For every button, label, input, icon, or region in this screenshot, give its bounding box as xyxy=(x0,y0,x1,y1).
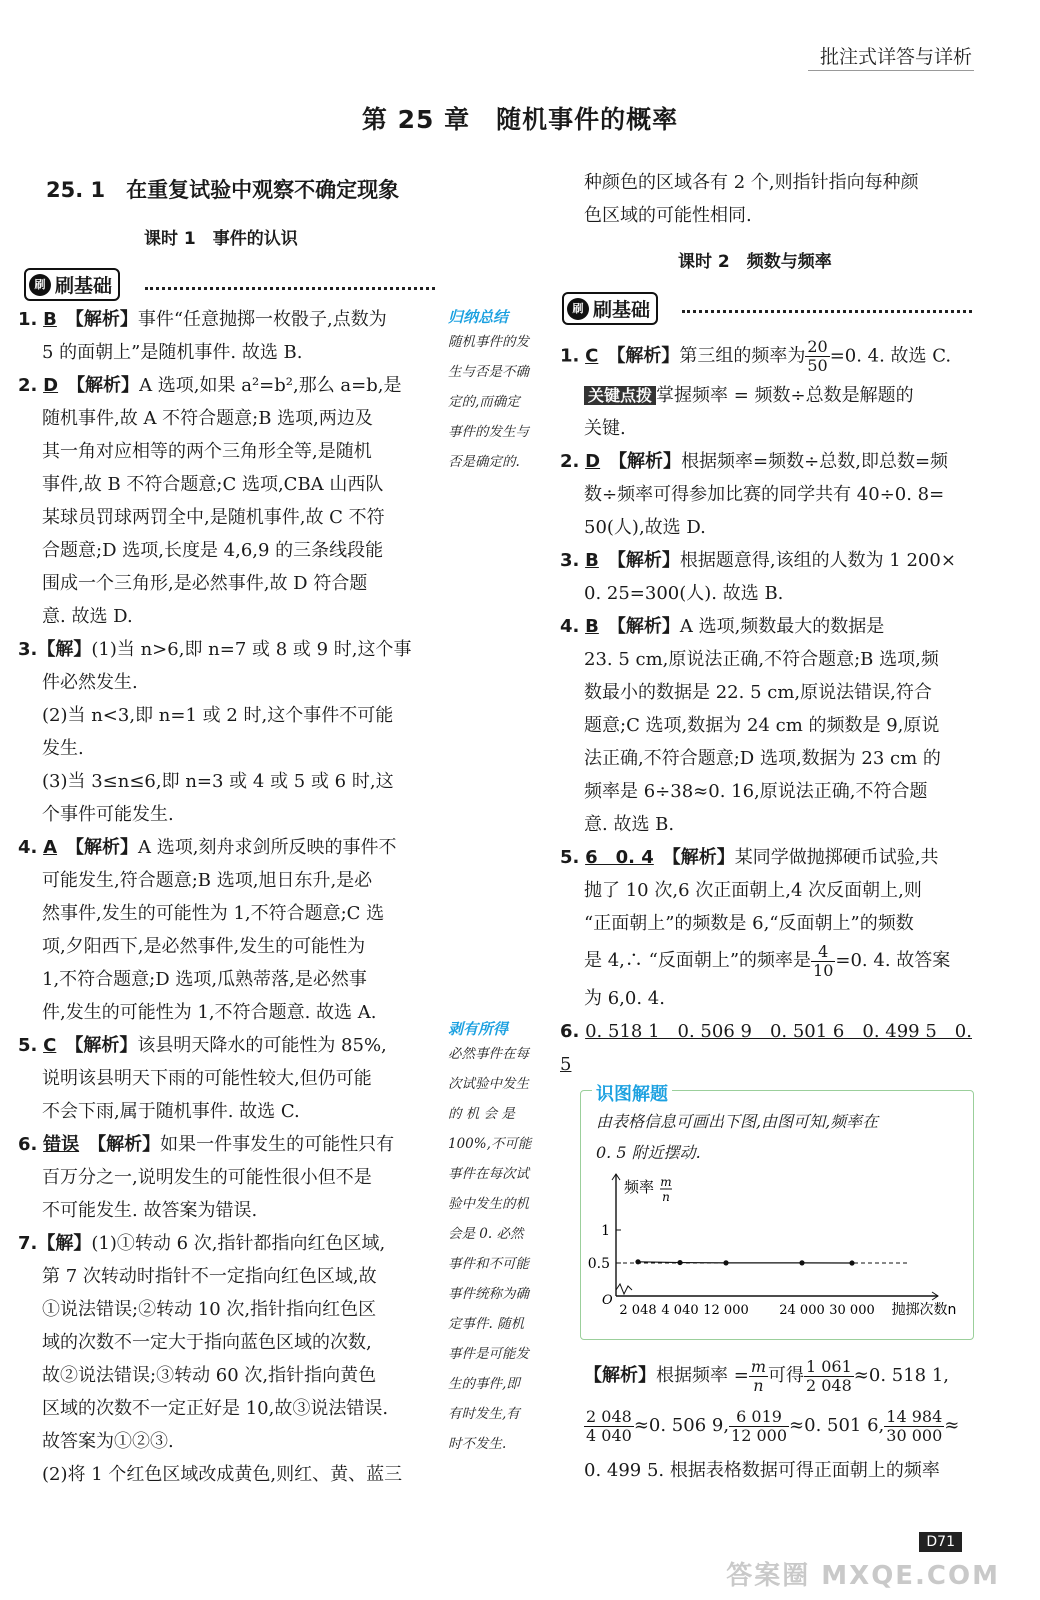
chart-box-text xyxy=(596,1106,966,1168)
series-line xyxy=(638,1262,852,1263)
solution-last-line: 0. 499 5. 根据表格数据可得正面朝上的频率 xyxy=(584,1460,940,1481)
side-note-line: 生与否是不确 xyxy=(448,364,529,380)
dotted-rule xyxy=(682,310,972,313)
q5: 5. C 【解析】该县明天降水的可能性为 85%, xyxy=(18,1035,387,1056)
x-tick-label: 4 040 xyxy=(661,1303,699,1318)
data-point xyxy=(799,1260,804,1265)
chart-box-head: 识图解题 xyxy=(592,1080,672,1106)
badge-label: 刷基础 xyxy=(593,299,651,321)
side-note-2 xyxy=(448,1018,560,1459)
side-note-line: 否是确定的. xyxy=(448,454,520,470)
header-rule xyxy=(808,70,974,71)
brush-icon: 刷 xyxy=(29,274,51,296)
y-label-frac-num: m xyxy=(660,1175,672,1189)
q6: 6. 错误 【解析】如果一件事发生的可能性只有 xyxy=(18,1134,395,1155)
basic-badge-right xyxy=(562,292,658,325)
fraction: $\frac{4}{10}$ xyxy=(813,941,834,980)
lesson1-title: 课时 1 事件的认识 xyxy=(144,229,298,249)
y-tick-label: 0.5 xyxy=(587,1256,610,1272)
r-q3: 3. B 【解析】根据题意得,该组的人数为 1 200× xyxy=(560,550,956,571)
side-note-1-head: 归纳总结 xyxy=(448,308,509,326)
fraction: $\frac{14 984}{30 000}$ xyxy=(886,1406,943,1445)
side-note-2-body xyxy=(448,1039,560,1459)
side-note-line: 的 机 会 是 xyxy=(448,1106,515,1122)
r-q5-frac: 是 4,∴ “反面朝上”的频率是 $\frac{4}{10}$ =0. 4. 故答案 xyxy=(584,941,951,980)
x-tick-label: 30 000 xyxy=(829,1303,875,1318)
side-note-1-body xyxy=(448,327,560,477)
page-number: D71 xyxy=(919,1532,962,1552)
side-note-line: 事件和不可能 xyxy=(448,1256,529,1272)
data-point xyxy=(635,1259,640,1264)
continued-line: 种颜色的区域各有 2 个,则指针指向每种颜 xyxy=(584,172,919,193)
r-q5: 5. 6 0. 4 【解析】某同学做抛掷硬币试验,共 xyxy=(560,847,939,868)
side-note-line: 随机事件的发 xyxy=(448,334,529,350)
side-note-line: 定的,而确定 xyxy=(448,394,520,410)
r-q4: 4. B 【解析】A 选项,频数最大的数据是 xyxy=(560,616,885,637)
q7: 7.【解】(1)①转动 6 次,指针都指向红色区域, xyxy=(18,1233,386,1254)
frequency-chart xyxy=(584,1168,970,1336)
chapter-title: 第 25 章 随机事件的概率 xyxy=(361,105,679,134)
side-note-line: 事件统称为确 xyxy=(448,1286,529,1302)
q1-line: 5 的面朝上”是随机事件. 故选 B. xyxy=(42,342,303,363)
side-note-1 xyxy=(448,306,560,477)
axis-break xyxy=(616,1284,632,1294)
dotted-rule xyxy=(145,287,435,290)
key-point-label: 关键点拨 xyxy=(584,386,656,405)
side-note-line: 时不发生. xyxy=(448,1436,507,1452)
side-note-line: 必然事件在每 xyxy=(448,1046,529,1062)
brush-icon: 刷 xyxy=(567,298,589,320)
data-point xyxy=(677,1260,682,1265)
watermark: 答案圈 MXQE.COM xyxy=(726,1561,1000,1591)
chart-box-line: 由表格信息可画出下图,由图可知,频率在 xyxy=(596,1112,879,1131)
header-title: 批注式详答与详析 xyxy=(819,46,972,68)
r-q6: 6. 0. 518 1 0. 506 9 0. 501 6 0. 499 5 0. 5 xyxy=(560,1021,972,1075)
right-top xyxy=(584,166,984,232)
fraction: $\frac{m}{n}$ xyxy=(750,1356,766,1395)
q4: 4. A 【解析】A 选项,刻舟求剑所反映的事件不 xyxy=(18,837,397,858)
side-note-line: 次试验中发生 xyxy=(448,1076,529,1092)
q3: 3.【解】(1)当 n>6,即 n=7 或 8 或 9 时,这个事 xyxy=(18,639,412,660)
solution: 【解析】根据频率 = $\frac{m}{n}$ 可得 $\frac{1 061}{2 048}$ ≈0. 518 1, $\frac{2 048}{4 040}$ ≈0. 506 9, $\frac{6 019}{12 000}$ ≈0. 501 6, $\frac{14 984}{30 000}$ ≈ 0. 499 5. 根据表格数据可得正面朝上的频率 xyxy=(584,1354,984,1487)
right-column: 1. C 【解析】第三组的频率为 $\frac{20}{50}$ =0. 4. 故选 C. 关键点拨 掌握频率 = 频数÷总数是解题的 关键. 2. D 【解析】根据频率=频数÷总数,即总数=频 数÷频率可得参加比赛的同学共有 40÷0. 8= 50(人),故选 D. 3. B 【解析】根据题意得,该组的人数为 1 200× 0. 25=300(人). 故选 B. 4. B 【解析】A 选项,频数最大的数据是 23. 5 cm,原说法正确,不符合题意;B 选项,频 数最小的数据是 22. 5 cm,原说法错误,符合 题意;C 选项,数据为 24 cm 的频数是 9,原说 法正确,不符合题意;D 选项,数据为 23 cm 的 频率是 6÷38≈0. 16,原说法正确,不符合题 意. 故选 B. 5. 6 0. 4 【解析】某同学做抛掷硬币试验,共 抛了 10 次,6 次正面朝上,4 次反面朝上,则 “正面朝上”的频数是 6,“反面朝上”的频数 是 4,∴ “反面朝上”的频率是 $\frac{4}{10}$ =0. 4. 故答案 为 6,0. 4. 6. 0. 518 1 0. 506 9 0. 501 6 0. 499 5 0. 5 xyxy=(560,338,980,1081)
y-tick-label: 1 xyxy=(601,1223,610,1239)
basic-badge-left xyxy=(24,268,120,301)
side-note-line: 有时发生,有 xyxy=(448,1406,520,1422)
x-tick-label: 24 000 xyxy=(779,1303,825,1318)
y-label-frac-den: n xyxy=(662,1190,670,1204)
fraction: $\frac{6 019}{12 000}$ xyxy=(731,1406,788,1445)
side-note-line: 事件在每次试 xyxy=(448,1166,529,1182)
continued-line: 色区域的可能性相同. xyxy=(584,205,752,226)
side-note-line: 验中发生的机 xyxy=(448,1196,529,1212)
side-note-line: 事件是可能发 xyxy=(448,1346,529,1362)
q1: 1. B 【解析】事件“任意抛掷一枚骰子,点数为 xyxy=(18,309,387,330)
r-q2: 2. D 【解析】根据频率=频数÷总数,即总数=频 xyxy=(560,451,949,472)
key-point: 关键点拨 掌握频率 = 频数÷总数是解题的 xyxy=(560,379,980,412)
fraction: $\frac{20}{50}$ xyxy=(807,337,828,375)
origin-label: O xyxy=(602,1293,613,1308)
y-axis-label: 频率 xyxy=(624,1178,655,1196)
x-tick-label: 12 000 xyxy=(703,1303,749,1318)
lesson2-title: 课时 2 频数与频率 xyxy=(678,252,832,272)
left-column: 1. B 【解析】事件“任意抛掷一枚骰子,点数为 5 的面朝上”是随机事件. 故选 B. 2. D 【解析】A 选项,如果 a²=b²,那么 a=b,是 随机事件,故 A 不符合题意;B 选项,两边及 其一角对应相等的两个三角形全等,是随机 事件,故 B 不符合题意;C 选项,CBA 山西队 某球员罚球两罚全中,是随机事件,故 C 不符 合题意;D 选项,长度是 4,6,9 的三条线段能 围成一个三角形,是必然事件,故 D 符合题 意. 故选 D. 3.【解】(1)当 n>6,即 n=7 或 8 或 9 时,这个事 件必然发生. (2)当 n<3,即 n=1 或 2 时,这个事件不可能 发生. (3)当 3≤n≤6,即 n=3 或 4 或 5 或 6 时,这 个事件可能发生. 4. A 【解析】A 选项,刻舟求剑所反映的事件不 可能发生,符合题意;B 选项,旭日东升,是必 然事件,发生的可能性为 1,不符合题意;C 选 项,夕阳西下,是必然事件,发生的可能性为 1,不符合题意;D 选项,瓜熟蒂落,是必然事 件,发生的可能性为 1,不符合题意. 故选 A. 5. C 【解析】该县明天降水的可能性为 85%, 说明该县明天下雨的可能性较大,但仍可能 不会下雨,属于随机事件. 故选 C. 6. 错误 【解析】如果一件事发生的可能性只有 百万分之一,说明发生的可能性很小但不是 不可能发生. 故答案为错误. 7.【解】(1)①转动 6 次,指针都指向红色区域, 第 7 次转动时指针不一定指向红色区域,故 ①说法错误;②转动 10 次,指针指向红色区 域的次数不一定大于指向蓝色区域的次数, 故②说法错误;③转动 60 次,指针指向黄色 区域的次数不一定正好是 10,故③说法错误. 故答案为①②③. (2)将 1 个红色区域改成黄色,则红、黄、蓝三 xyxy=(18,303,438,1491)
data-point xyxy=(723,1260,728,1265)
chart-box-line: 0. 5 附近摆动. xyxy=(596,1143,701,1162)
side-note-line: 100%,不可能 xyxy=(448,1136,532,1152)
q2: 2. D 【解析】A 选项,如果 a²=b²,那么 a=b,是 xyxy=(18,375,402,396)
side-note-line: 生的事件,即 xyxy=(448,1376,520,1392)
side-note-line: 定事件. 随机 xyxy=(448,1316,525,1332)
x-tick-label: 2 048 xyxy=(619,1303,657,1318)
side-note-line: 事件的发生与 xyxy=(448,424,529,440)
r-q1: 1. C 【解析】第三组的频率为 $\frac{20}{50}$ =0. 4. 故选 C. xyxy=(560,337,952,375)
badge-label: 刷基础 xyxy=(55,275,113,297)
section-title: 25. 1 在重复试验中观察不确定现象 xyxy=(46,178,400,202)
fraction: $\frac{1 061}{2 048}$ xyxy=(805,1356,852,1395)
x-axis-label: 抛掷次数n xyxy=(891,1302,957,1318)
side-note-2-head: 剥有所得 xyxy=(448,1020,509,1038)
data-point xyxy=(849,1260,854,1265)
side-note-line: 会是 0. 必然 xyxy=(448,1226,524,1242)
fraction: $\frac{2 048}{4 040}$ xyxy=(586,1406,632,1445)
